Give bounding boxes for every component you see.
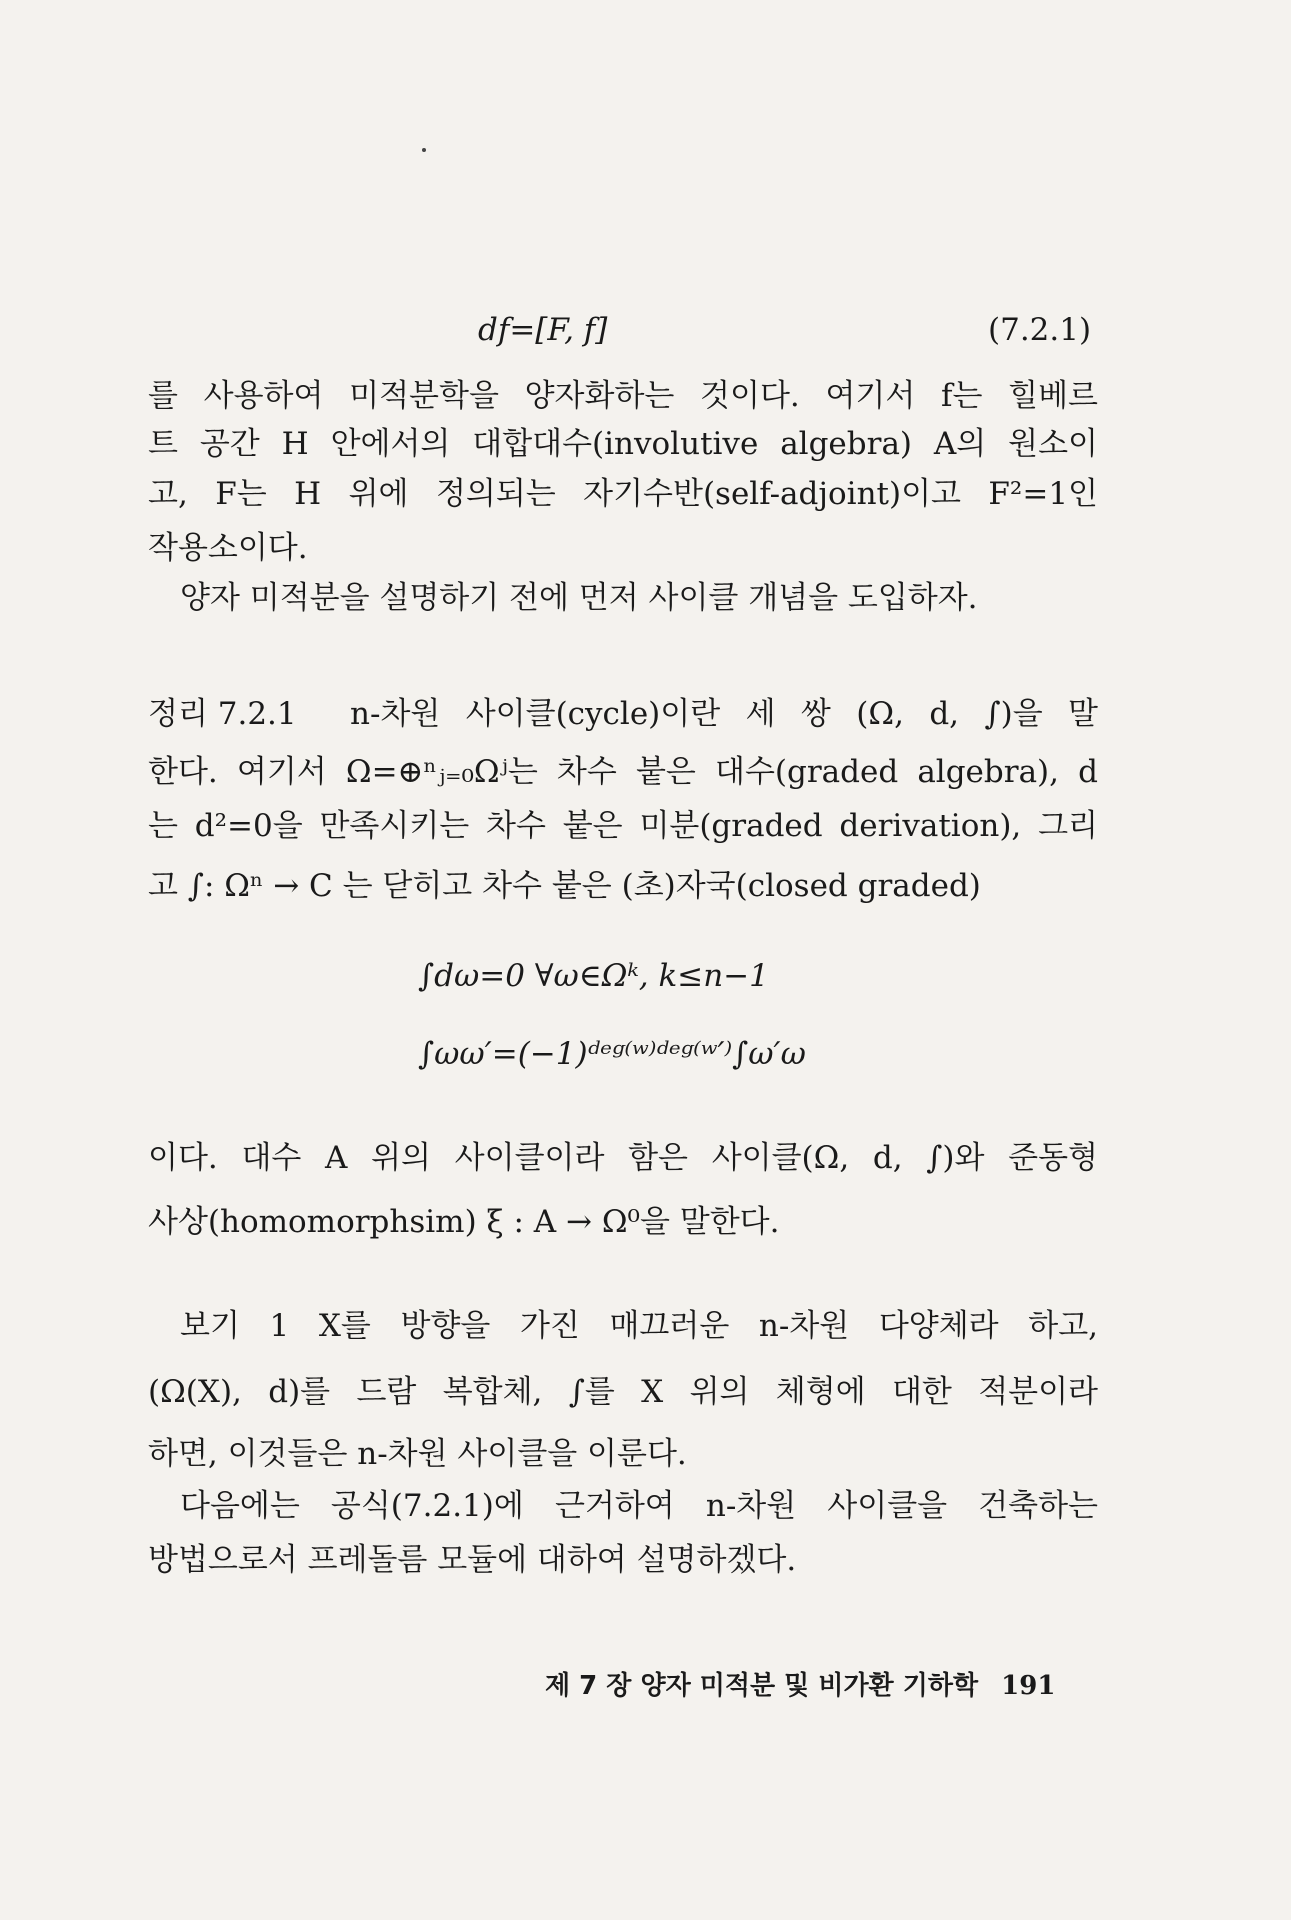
theorem-line-3: 는 d²=0을 만족시키는 차수 붙은 미분(graded derivation), 그리	[148, 808, 1098, 844]
paragraph-3-line-1: 다음에는 공식(7.2.1)에 근거하여 n-차원 사이클을 건축하는	[180, 1488, 1098, 1524]
paragraph-1-line-4: 작용소이다.	[148, 530, 308, 566]
speck-mark	[422, 148, 426, 152]
page-number: 191	[1001, 1671, 1056, 1701]
theorem-after-line-2: 사상(homomorphsim) ξ : A → Ω⁰을 말한다.	[148, 1204, 780, 1240]
equation-number: (7.2.1)	[988, 312, 1092, 348]
paragraph-1-line-1: 를 사용하여 미적분학을 양자화하는 것이다. 여기서 f는 힐베르	[148, 378, 1098, 414]
theorem-line-4: 고 ∫: Ωⁿ → C 는 닫히고 차수 붙은 (초)자국(closed graded)	[148, 868, 981, 904]
running-footer	[545, 1665, 1055, 1702]
theorem-line-2: 한다. 여기서 Ω=⊕ⁿⱼ₌₀Ωʲ는 차수 붙은 대수(graded algebra), d	[148, 754, 1098, 790]
example-line-1: 보기 1 X를 방향을 가진 매끄러운 n-차원 다양체라 하고,	[180, 1308, 1098, 1344]
example-line-3: 하면, 이것들은 n-차원 사이클을 이룬다.	[148, 1436, 687, 1472]
theorem-equation-1: ∫dω=0 ∀ω∈Ωᵏ, k≤n−1	[418, 958, 769, 994]
theorem-line-1: n-차원 사이클(cycle)이란 세 쌍 (Ω, d, ∫)을 말	[350, 696, 1098, 732]
theorem-label: 정리 7.2.1	[148, 696, 297, 732]
theorem-after-line-1: 이다. 대수 A 위의 사이클이라 함은 사이클(Ω, d, ∫)와 준동형	[148, 1140, 1098, 1176]
chapter-title: 제 7 장 양자 미적분 및 비가환 기하학	[545, 1671, 979, 1701]
example-line-2: (Ω(X), d)를 드람 복합체, ∫를 X 위의 체형에 대한 적분이라	[148, 1374, 1098, 1410]
paragraph-1-line-3: 고, F는 H 위에 정의되는 자기수반(self-adjoint)이고 F²=1인	[148, 476, 1098, 512]
paragraph-1-line-2: 트 공간 H 안에서의 대합대수(involutive algebra) A의 원소이	[148, 426, 1098, 462]
paragraph-2: 양자 미적분을 설명하기 전에 먼저 사이클 개념을 도입하자.	[180, 580, 978, 616]
theorem-equation-2: ∫ωω′=(−1)ᵈᵉᵍ⁽ʷ⁾ᵈᵉᵍ⁽ʷ′⁾∫ω′ω	[418, 1036, 806, 1072]
paragraph-3-line-2: 방법으로서 프레돌름 모듈에 대하여 설명하겠다.	[148, 1542, 797, 1578]
equation-7-2-1: df=[F, f]	[478, 312, 608, 348]
